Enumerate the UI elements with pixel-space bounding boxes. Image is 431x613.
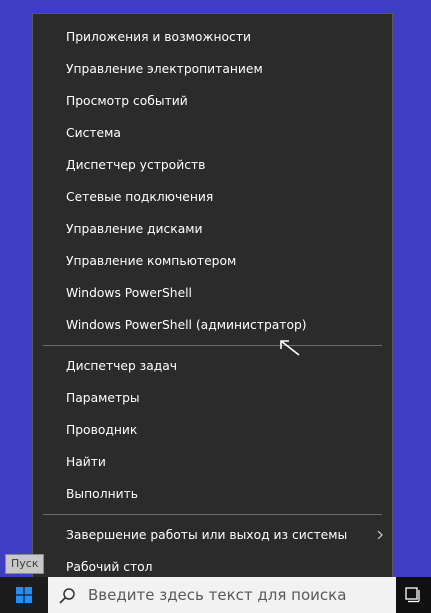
menu-item-disk-management[interactable] (33, 213, 392, 245)
menu-item-powershell-admin[interactable] (33, 309, 392, 341)
menu-item-network-connections[interactable] (33, 181, 392, 213)
menu-item-label: Диспетчер устройств (66, 158, 206, 172)
menu-item-label: Сетевые подключения (66, 190, 214, 204)
menu-item-device-manager[interactable] (33, 149, 392, 181)
menu-item-label: Рабочий стол (66, 560, 153, 574)
menu-item-label: Управление электропитанием (66, 62, 263, 76)
menu-item-label: Управление дисками (66, 222, 203, 236)
menu-item-power-options[interactable] (33, 53, 392, 85)
menu-item-label: Проводник (66, 423, 138, 437)
start-tooltip: Пуск (5, 554, 44, 574)
task-view-icon (405, 587, 422, 603)
menu-item-run[interactable] (33, 478, 392, 510)
menu-item-system[interactable] (33, 117, 392, 149)
menu-item-file-explorer[interactable] (33, 414, 392, 446)
chevron-right-icon (376, 531, 384, 539)
menu-item-task-manager[interactable] (33, 350, 392, 382)
menu-separator (43, 345, 382, 346)
taskbar-search-box[interactable] (48, 577, 396, 613)
menu-item-powershell[interactable] (33, 277, 392, 309)
taskbar (0, 577, 431, 613)
menu-item-shutdown-signout[interactable] (33, 519, 392, 551)
search-placeholder: Введите здесь текст для поиска (88, 586, 347, 604)
start-button[interactable] (0, 577, 48, 613)
menu-item-computer-management[interactable] (33, 245, 392, 277)
menu-item-label: Найти (66, 455, 106, 469)
menu-item-search[interactable] (33, 446, 392, 478)
menu-item-label: Приложения и возможности (66, 30, 251, 44)
mouse-cursor-icon (277, 337, 303, 363)
menu-item-label: Windows PowerShell (администратор) (66, 318, 307, 332)
windows-logo-icon (16, 587, 32, 603)
menu-item-label: Управление компьютером (66, 254, 237, 268)
menu-item-event-viewer[interactable] (33, 85, 392, 117)
menu-item-label: Выполнить (66, 487, 139, 501)
power-user-menu (32, 13, 393, 590)
menu-item-label: Диспетчер задач (66, 359, 178, 373)
menu-item-label: Параметры (66, 391, 140, 405)
menu-separator (43, 514, 382, 515)
menu-item-label: Система (66, 126, 121, 140)
task-view-button[interactable] (396, 577, 431, 613)
menu-item-label: Windows PowerShell (66, 286, 192, 300)
menu-item-label: Завершение работы или выход из системы (66, 528, 348, 542)
menu-item-apps-features[interactable] (33, 21, 392, 53)
menu-item-settings[interactable] (33, 382, 392, 414)
search-icon (58, 587, 76, 605)
menu-item-label: Просмотр событий (66, 94, 188, 108)
